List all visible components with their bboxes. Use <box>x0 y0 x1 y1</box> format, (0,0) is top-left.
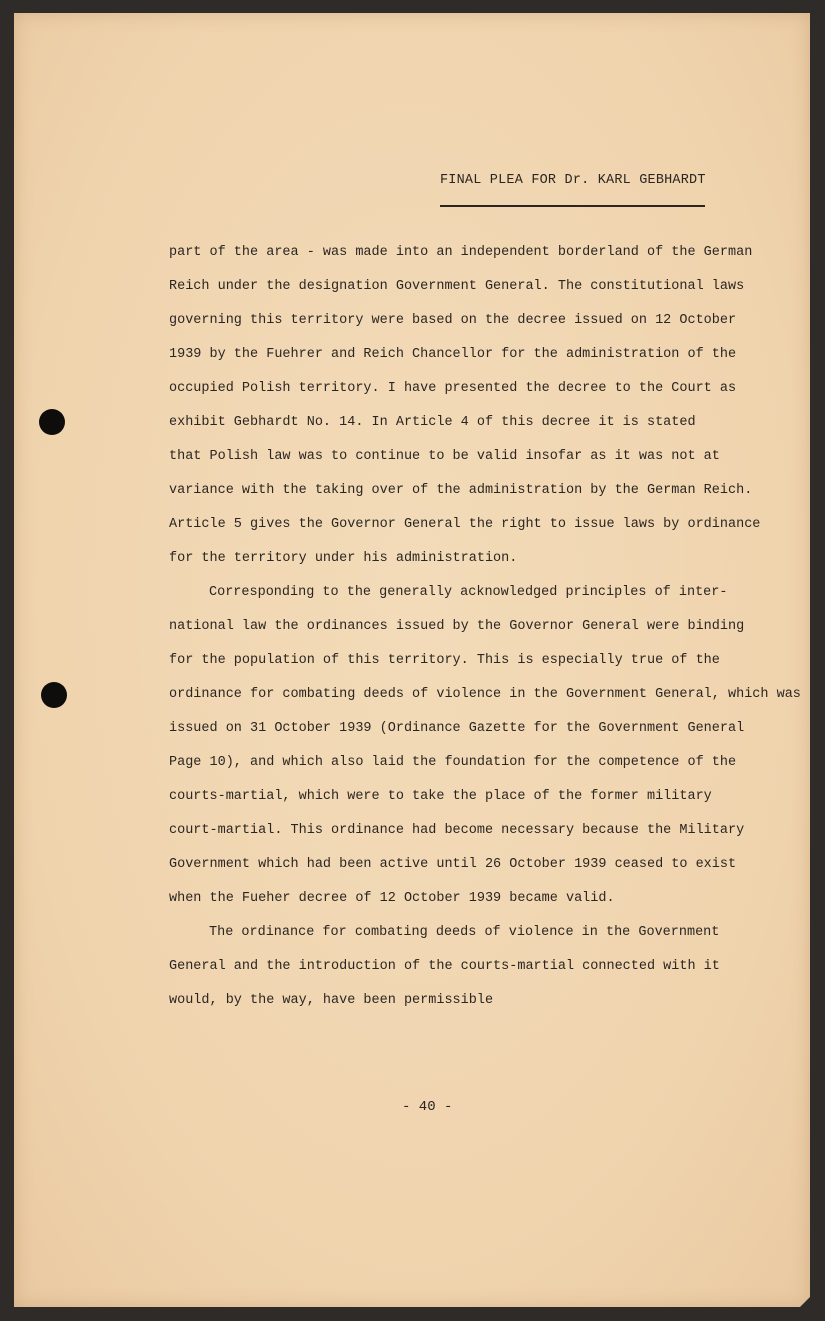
text-line: for the territory under his administration. <box>169 551 518 566</box>
torn-corner <box>800 1297 810 1307</box>
text-line: 1939 by the Fuehrer and Reich Chancellor for the administration of the <box>169 347 737 362</box>
text-line: General and the introduction of the courts-martial connected with it <box>169 959 720 974</box>
header-underline <box>440 205 705 207</box>
text-line: national law the ordinances issued by the Governor General were binding <box>169 619 745 634</box>
text-line: would, by the way, have been permissible <box>169 993 494 1008</box>
text-line: governing this territory were based on the decree issued on 12 October <box>169 313 737 328</box>
text-line: Reich under the designation Government General. The constitutional laws <box>169 279 745 294</box>
punch-hole <box>41 682 67 708</box>
text-line: Page 10), and which also laid the foundation for the competence of the <box>169 755 737 770</box>
document-page <box>14 13 810 1307</box>
text-line: court-martial. This ordinance had become necessary because the Military <box>169 823 745 838</box>
page-number: - 40 - <box>402 1099 453 1115</box>
text-line: ordinance for combating deeds of violence in the Government General, which was <box>169 687 801 702</box>
text-line: when the Fueher decree of 12 October 1939 became valid. <box>169 891 615 906</box>
document-body <box>169 236 809 1018</box>
paragraph-first-line: The ordinance for combating deeds of violence in the Government <box>209 925 720 940</box>
text-line: courts-martial, which were to take the place of the former military <box>169 789 712 804</box>
page-header-title: FINAL PLEA FOR Dr. KARL GEBHARDT <box>440 173 706 188</box>
text-line: occupied Polish territory. I have presented the decree to the Court as <box>169 381 737 396</box>
text-line: part of the area - was made into an independent borderland of the German <box>169 245 753 260</box>
text-line: Article 5 gives the Governor General the right to issue laws by ordinance <box>169 517 761 532</box>
punch-hole <box>39 409 65 435</box>
text-line: that Polish law was to continue to be valid insofar as it was not at <box>169 449 720 464</box>
text-line: exhibit Gebhardt No. 14. In Article 4 of this decree it is stated <box>169 415 696 430</box>
text-line: Government which had been active until 26 October 1939 ceased to exist <box>169 857 737 872</box>
text-line: variance with the taking over of the administration by the German Reich. <box>169 483 753 498</box>
text-line: for the population of this territory. This is especially true of the <box>169 653 720 668</box>
paragraph-first-line: Corresponding to the generally acknowledged principles of inter- <box>209 585 728 600</box>
text-line: issued on 31 October 1939 (Ordinance Gazette for the Government General <box>169 721 745 736</box>
